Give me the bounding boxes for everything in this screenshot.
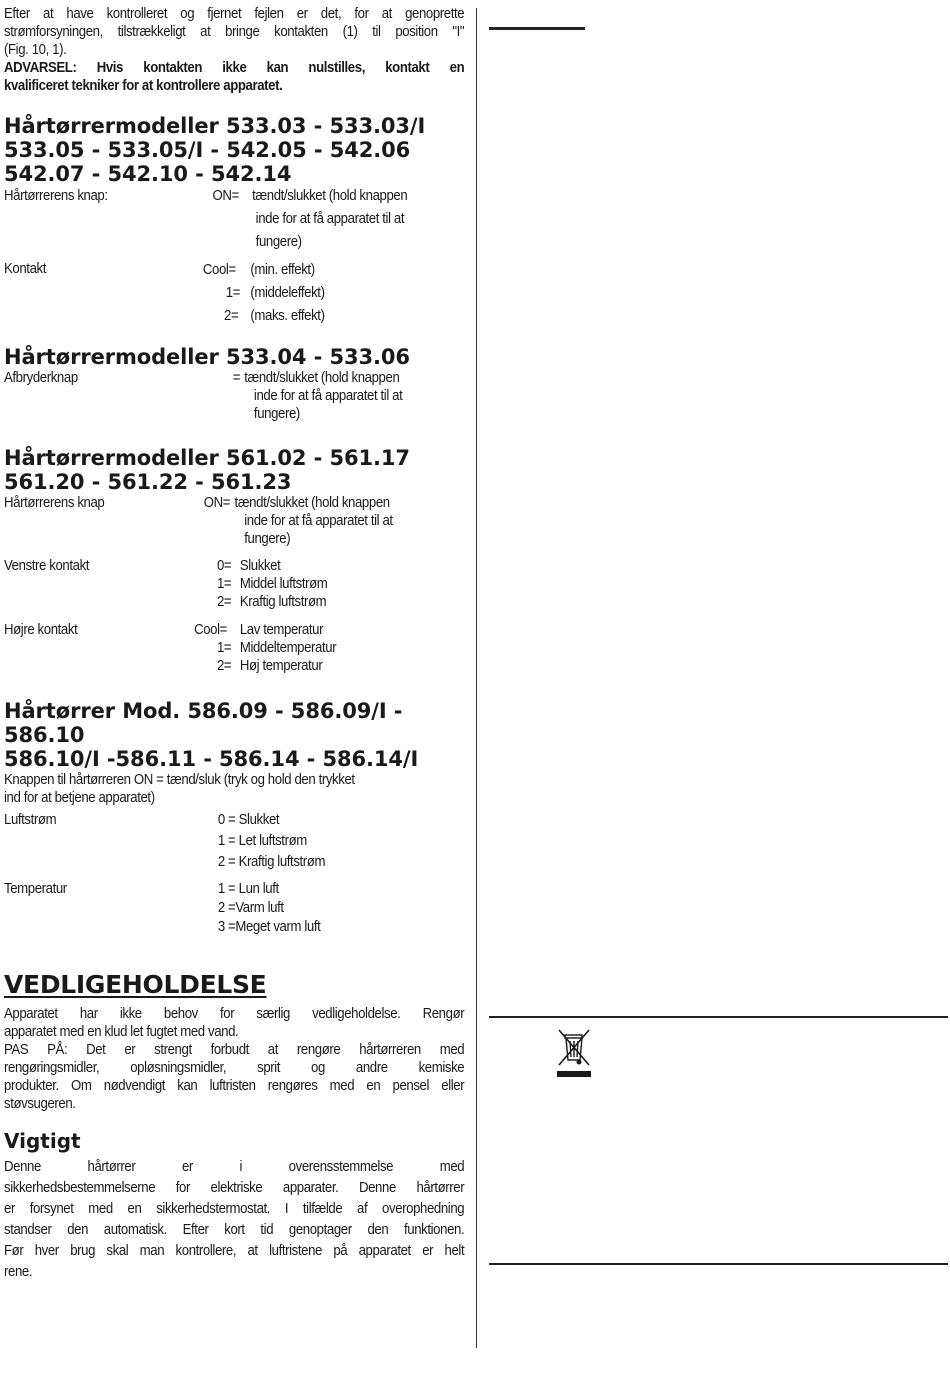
text-line: Før hver brug skal man kontrollere, at luftristene på apparatet er helt: [4, 1242, 465, 1259]
spec-text: ind for at betjene apparatet): [4, 789, 155, 806]
section-title: Hårtørrermodeller 561.02 - 561.17: [4, 446, 410, 470]
spec-key-text: 1: [225, 284, 233, 301]
spec-value: inde for at få apparatet til at: [244, 512, 393, 529]
spec-label: Venstre kontakt: [4, 557, 90, 574]
spec-label: Afbryderknap: [4, 369, 78, 386]
column-divider: [476, 8, 477, 1348]
spec-value: Høj temperatur: [239, 657, 323, 674]
important-title: Vigtigt: [4, 1129, 81, 1153]
spec-key-text: 2: [216, 657, 224, 674]
spec-key-text: 1: [216, 639, 224, 656]
spec-block: [4, 369, 464, 446]
text-line: sikkerhedsbestemmelserne for elektriske apparater. Denne hårtørrer: [4, 1179, 465, 1196]
spec-key: 0=: [216, 557, 232, 574]
warning-line: ADVARSEL: Hvis kontakten ikke kan nulstilles, kontakt en: [4, 59, 465, 76]
spec-value: 2 =Varm luft: [217, 899, 284, 916]
spec-value: tændt/slukket (hold knappen: [234, 494, 390, 511]
spec-key-text: 1: [216, 575, 224, 592]
spec-key: 2=: [224, 307, 239, 324]
text-line: Denne hårtørrer er i overensstemmelse med: [4, 1158, 465, 1175]
spec-key: 1=: [225, 284, 241, 301]
spec-key-text: ON: [212, 187, 232, 204]
rule: [489, 1016, 948, 1018]
top-rule: [489, 27, 585, 30]
spec-value: tændt/slukket (hold knappen: [244, 369, 400, 386]
spec-key: 1=: [216, 575, 232, 592]
warning-line: kvalificeret tekniker for at kontrollere apparatet.: [4, 77, 283, 94]
spec-key-text: 2: [216, 593, 224, 610]
spec-value: Middel luftstrøm: [239, 575, 328, 592]
spec-key: ON=: [203, 494, 231, 511]
section-title: 542.07 - 542.10 - 542.14: [4, 162, 292, 186]
section-title: 533.05 - 533.05/I - 542.05 - 542.06: [4, 138, 411, 162]
section-title: Hårtørrermodeller 533.04 - 533.06: [4, 345, 410, 369]
left-column: [4, 5, 464, 1282]
spec-key-text: Cool: [194, 621, 220, 638]
spec-value: fungere): [244, 530, 291, 547]
section-important: [4, 1129, 464, 1282]
section-title: 586.10/I -586.11 - 586.14 - 586.14/I: [4, 747, 419, 771]
spec-label: Luftstrøm: [4, 811, 57, 828]
spec-key: 2=: [216, 657, 232, 674]
spec-value: Lav temperatur: [239, 621, 324, 638]
spec-value: (maks. effekt): [250, 307, 325, 324]
text-line: Apparatet har ikke behov for særlig vedligeholdelse. Rengør: [4, 1005, 465, 1022]
spec-label: Hårtørrerens knap: [4, 494, 105, 511]
text-line: er forsynet med en sikkerhedstermostat. I tilfælde af overophedning: [4, 1200, 465, 1217]
text-line: standser den automatisk. Efter kort tid genoptager den funktionen.: [4, 1221, 465, 1238]
section-title: Hårtørrermodeller 533.03 - 533.03/I: [4, 114, 426, 138]
spec-value: 1 = Lun luft: [217, 880, 279, 897]
spec-block: [4, 771, 464, 976]
spec-value: 3 =Meget varm luft: [217, 918, 321, 935]
section-models-561: [4, 446, 464, 702]
section-title: Hårtørrer Mod. 586.09 - 586.09/I - 586.10: [4, 699, 403, 747]
spec-value: (middeleffekt): [250, 284, 325, 301]
intro-line: strømforsyningen, tilstrækkeligt at bringe kontakten (1) til position "I": [4, 23, 465, 40]
spec-key: Cool=: [202, 261, 236, 278]
spec-key: 1=: [216, 639, 232, 656]
spec-value: inde for at få apparatet til at: [253, 387, 403, 404]
rule: [489, 1263, 948, 1265]
spec-value: tændt/slukket (hold knappen: [252, 187, 408, 204]
spec-key: ON=: [212, 187, 239, 204]
spec-key: 2=: [216, 593, 232, 610]
section-models-533-04: [4, 345, 464, 446]
crossed-out-wheelie-bin-icon: [556, 1027, 592, 1079]
spec-value: 0 = Slukket: [217, 811, 280, 828]
text-line: rengøringsmidler, opløsningsmidler, sprit og andre kemiske: [4, 1059, 465, 1076]
spec-value: Slukket: [239, 557, 281, 574]
spec-key-text: 0: [216, 557, 224, 574]
spec-key-text: ON: [203, 494, 223, 511]
section-maintenance: [4, 971, 464, 1113]
spec-label: Hårtørrerens knap:: [4, 187, 108, 204]
spec-key-text: 2: [224, 307, 231, 324]
text-line: apparatet med en klud let fugtet med vand.: [4, 1023, 239, 1040]
spec-value: fungere): [253, 405, 300, 422]
spec-label: Højre kontakt: [4, 621, 78, 638]
spec-value: 2 = Kraftig luftstrøm: [217, 853, 326, 870]
section-models-533-03: [4, 114, 464, 345]
text-line: støvsugeren.: [4, 1095, 76, 1112]
spec-key-text: Cool: [202, 261, 229, 278]
spec-block: [4, 494, 464, 702]
spec-key: =: [232, 369, 241, 386]
intro-line: (Fig. 10, 1).: [4, 41, 67, 58]
text-line: produkter. Om nødvendigt kan luftristen rengøres med en pensel eller: [4, 1077, 465, 1094]
spec-value: Kraftig luftstrøm: [239, 593, 327, 610]
spec-value: inde for at få apparatet til at: [255, 210, 405, 227]
section-title: 561.20 - 561.22 - 561.23: [4, 470, 292, 494]
maintenance-title: VEDLIGEHOLDELSE: [4, 970, 267, 999]
spec-label: Kontakt: [4, 260, 46, 277]
spec-value: Middeltemperatur: [239, 639, 337, 656]
intro-paragraph: [4, 5, 465, 94]
spec-block: [4, 186, 464, 345]
important-text: [4, 1156, 464, 1282]
section-models-586: [4, 699, 464, 976]
spec-key: Cool=: [194, 621, 227, 638]
spec-text: Knappen til hårtørreren ON = tænd/sluk (tryk og hold den trykket: [4, 771, 355, 788]
intro-line: Efter at have kontrolleret og fjernet fejlen er det, for at genoprette: [4, 5, 465, 22]
maintenance-text: [4, 1005, 464, 1113]
spec-label: Temperatur: [4, 880, 67, 897]
spec-value: 1 = Let luftstrøm: [217, 832, 307, 849]
spec-value: (min. effekt): [250, 261, 315, 278]
text-line: rene.: [4, 1263, 33, 1280]
text-line: PAS PÅ: Det er strengt forbudt at rengøre hårtørreren med: [4, 1041, 465, 1058]
spec-value: fungere): [255, 233, 302, 250]
